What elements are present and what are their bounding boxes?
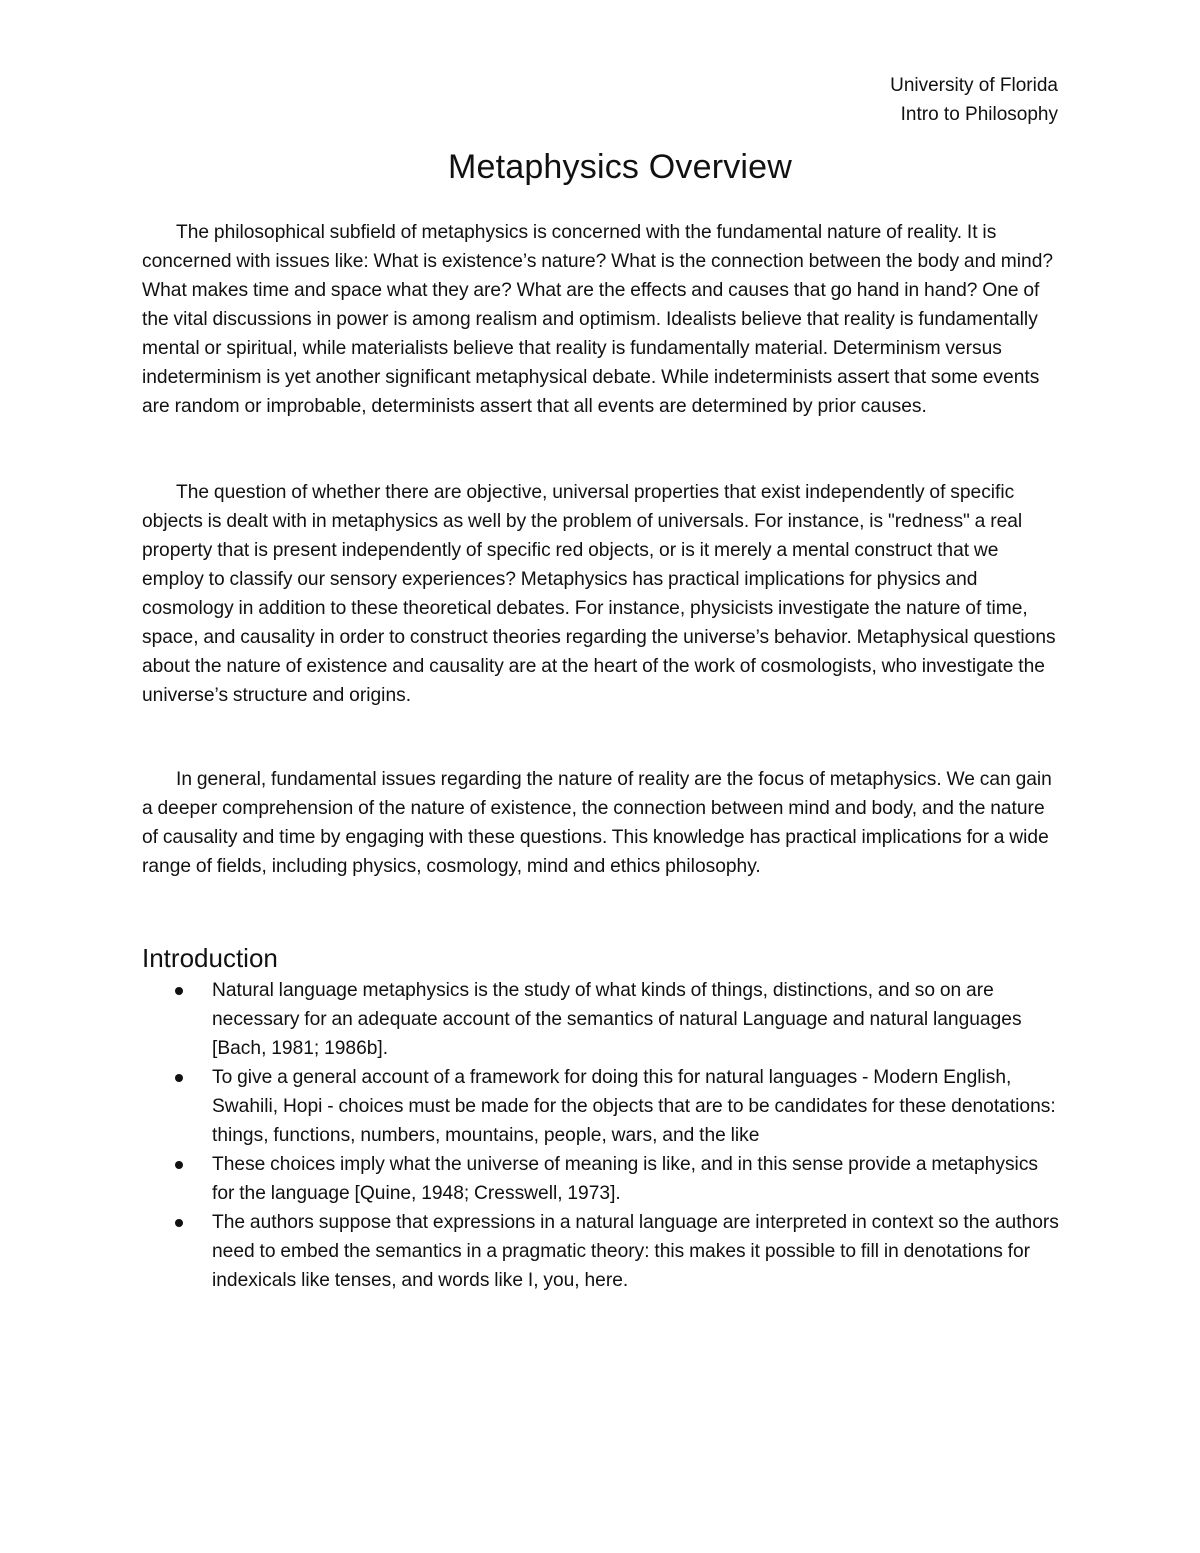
introduction-bullet-list <box>142 976 1062 1295</box>
list-item <box>142 976 1062 1063</box>
header-block <box>890 71 1058 129</box>
bullet-icon <box>175 1161 183 1169</box>
list-item <box>142 1063 1062 1150</box>
bullet-icon <box>175 1219 183 1227</box>
body-paragraph-3: In general, fundamental issues regarding the nature of reality are the focus of metaphysics. We can gain a deeper comprehension of the nature of existence, the connection between mind and body, and the nature of causality and time by engaging with these questions. This knowledge has practical implications for a wide range of fields, including physics, cosmology, mind and ethics philosophy. <box>142 769 1052 877</box>
section-heading-introduction: Introduction <box>142 943 278 973</box>
list-item <box>142 1208 1062 1295</box>
bullet-icon <box>175 1074 183 1082</box>
list-item-text: These choices imply what the universe of meaning is like, and in this sense provide a metaphysics for the language [Quine, 1948; Cresswell, 1973]. <box>212 1154 1039 1204</box>
list-item <box>142 1150 1062 1208</box>
bullet-icon <box>175 987 183 995</box>
body-paragraph-1: The philosophical subfield of metaphysics is concerned with the fundamental nature of reality. It is concerned with issues like: What is existence’s nature? What is the connection between the body and mind? What makes time and space what they are? What are the effects and causes that go hand in hand? One of the vital discussions in power is among realism and optimism. Idealists believe that reality is fundamentally mental or spiritual, while materialists believe that reality is fundamentally material. Determinism versus indeterminism is yet another significant metaphysical debate. While indeterminists assert that some events are random or improbable, determinists assert that all events are determined by prior causes. <box>142 222 1054 417</box>
document-title: Metaphysics Overview <box>447 148 793 186</box>
list-item-text: The authors suppose that expressions in a natural language are interpreted in context so the authors need to embed the semantics in a pragmatic theory: this makes it possible to fill in denotations for indexicals like tenses, and words like I, you, here. <box>212 1212 1059 1291</box>
list-item-text: To give a general account of a framework for doing this for natural languages - Modern English, Swahili, Hopi - choices must be made for the objects that are to be candidates for these denotations: things, functions, numbers, mountains, people, wars, and the like <box>212 1067 1056 1146</box>
list-item-text: Natural language metaphysics is the study of what kinds of things, distinctions, and so on are necessary for an adequate account of the semantics of natural Language and natural languages [Bach, 1981; 1986b]. <box>212 980 1022 1059</box>
course-name: Intro to Philosophy <box>900 104 1058 125</box>
university-name: University of Florida <box>890 75 1058 96</box>
body-paragraph-2: The question of whether there are objective, universal properties that exist independently of specific objects is dealt with in metaphysics as well by the problem of universals. For instance, is "redness" a real property that is present independently of specific red objects, or is it merely a mental construct that we employ to classify our sensory experiences? Metaphysics has practical implications for physics and cosmology in addition to these theoretical debates. For instance, physicists investigate the nature of time, space, and causality in order to construct theories regarding the universe’s behavior. Metaphysical questions about the nature of existence and causality are at the heart of the work of cosmologists, who investigate the universe’s structure and origins. <box>142 482 1056 706</box>
